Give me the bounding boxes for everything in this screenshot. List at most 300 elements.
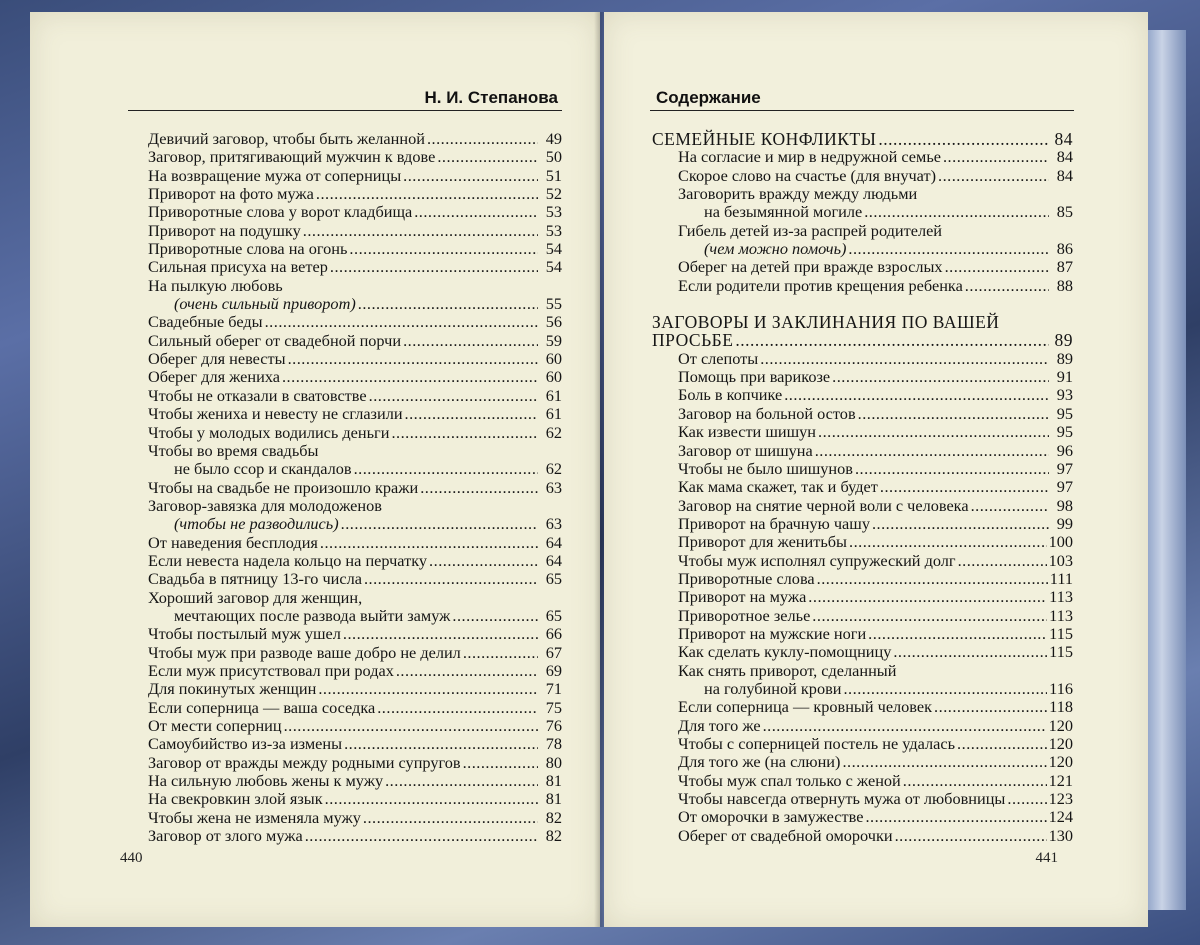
toc-entry-page: 116: [1049, 678, 1073, 698]
toc-entry: [652, 185, 1073, 203]
toc-entry: [148, 534, 562, 552]
toc-entry: [652, 258, 1073, 276]
toc-entry-title: Чтобы муж исполнял супружеский долг: [678, 550, 956, 570]
toc-entry-page: 115: [1049, 642, 1073, 662]
toc-entry-title: (очень сильный приворот): [174, 294, 356, 314]
toc-entry: [148, 790, 562, 808]
toc-entry-title: Чтобы не отказали в сватовстве: [148, 385, 367, 405]
toc-entry-title: От оморочки в замужестве: [678, 807, 864, 827]
toc-entry-page: 80: [545, 752, 562, 772]
toc-entry: [148, 368, 562, 386]
toc-entry-title: Заговор от злого мужа: [148, 826, 303, 846]
toc-entry: [148, 148, 562, 166]
toc-entry: [652, 350, 1073, 368]
toc-entry-page: 86: [1056, 239, 1073, 259]
toc-entry-title: Чтобы жениха и невесту не сглазили: [148, 404, 403, 424]
toc-entry: [148, 258, 562, 276]
toc-entry-title: Для покинутых женщин: [148, 679, 317, 699]
toc-entry-title: От слепоты: [678, 348, 759, 368]
toc-entry-page: 98: [1056, 495, 1073, 515]
toc-leader-dots: [391, 424, 538, 442]
toc-entry: [148, 460, 562, 478]
toc-entry: [148, 497, 562, 515]
left-page: [30, 12, 600, 927]
toc-entry-title: Чтобы у молодых водились деньги: [148, 422, 390, 442]
toc-entry-page: 60: [545, 367, 562, 387]
toc-entry: [652, 460, 1073, 478]
toc-entry-page: 50: [545, 147, 562, 167]
toc-entry-page: 120: [1048, 752, 1073, 772]
toc-leader-dots: [872, 515, 1049, 533]
toc-entry-page: 81: [545, 789, 562, 809]
toc-entry-title: Чтобы муж спал только с женой: [678, 770, 901, 790]
toc-entry: [148, 295, 562, 313]
toc-entry: [652, 222, 1073, 240]
running-head-author: Н. И. Степанова: [424, 88, 558, 107]
toc-entry: [148, 772, 562, 790]
toc-entry: [652, 827, 1073, 845]
toc-entry-page: 111: [1049, 568, 1073, 588]
toc-leader-dots: [316, 185, 538, 203]
toc-entry-title: Оберег для невесты: [148, 349, 286, 369]
page-number: 441: [1035, 850, 1058, 866]
toc-leader-dots: [895, 827, 1047, 845]
toc-entry-title: Если невеста надела кольцо на перчатку: [148, 550, 428, 570]
toc-leader-dots: [865, 808, 1046, 826]
toc-leader-dots: [903, 772, 1047, 790]
toc-entry-page: 100: [1048, 532, 1073, 552]
toc-entry-title: ПРОСЬБЕ: [652, 330, 734, 351]
running-head-contents: Содержание: [656, 88, 761, 107]
toc-entry: [148, 515, 562, 533]
toc-entry-page: 123: [1048, 789, 1073, 809]
toc-entry-page: 54: [545, 257, 562, 277]
toc-entry: [148, 479, 562, 497]
toc-entry: [148, 754, 562, 772]
toc-entry-title: От наведения бесплодия: [148, 532, 318, 552]
section-gap: [652, 295, 1073, 313]
toc-entry-page: 63: [545, 514, 562, 534]
toc-entry-page: 87: [1056, 257, 1073, 277]
toc-entry-page: 65: [545, 605, 562, 625]
toc-leader-dots: [971, 497, 1049, 515]
toc-entry: [652, 552, 1073, 570]
toc-entry-page: 54: [545, 239, 562, 259]
toc-entry: [652, 790, 1073, 808]
header-rule: [650, 110, 1074, 111]
toc-leader-dots: [958, 552, 1047, 570]
toc-entry-page: 91: [1056, 367, 1073, 387]
toc-entry-page: 89: [1056, 348, 1073, 368]
toc-entry-page: 62: [545, 459, 562, 479]
toc-leader-dots: [878, 130, 1049, 148]
toc-entry-page: 120: [1048, 734, 1073, 753]
toc-entry-page: 81: [545, 771, 562, 791]
toc-entry: [148, 735, 562, 753]
toc-leader-dots: [849, 533, 1047, 551]
toc-entry-title: Приворотные слова: [678, 568, 815, 588]
toc-leader-dots: [858, 405, 1049, 423]
toc-entry: [148, 203, 562, 221]
toc-entry-page: 103: [1048, 550, 1073, 570]
toc-entry-title: На возвращение мужа от соперницы: [148, 165, 402, 185]
toc-leader-dots: [305, 827, 538, 845]
toc-leader-dots: [957, 735, 1047, 753]
toc-entry: [148, 680, 562, 698]
toc-entry-title: Заговор от шишуна: [678, 440, 813, 460]
toc-entry: [652, 478, 1073, 496]
toc-entry-page: 84: [1056, 147, 1073, 167]
toc-entry: [148, 222, 562, 240]
toc-leader-dots: [341, 515, 538, 533]
toc-entry: [148, 277, 562, 295]
toc-entry-page: 88: [1056, 275, 1073, 295]
toc-entry-title: Сильная присуха на ветер: [148, 257, 328, 277]
toc-entry-page: 120: [1048, 715, 1073, 735]
toc-list: [148, 130, 562, 845]
toc-entry-title: Сильный оберег от свадебной порчи: [148, 330, 402, 350]
toc-entry: [652, 203, 1073, 221]
toc-entry: [652, 148, 1073, 166]
toc-entry-page: 95: [1056, 403, 1073, 423]
toc-entry-title: Приворотные слова на огонь: [148, 239, 348, 259]
toc-entry-title: На согласие и мир в недружной семье: [678, 147, 941, 167]
toc-leader-dots: [369, 387, 538, 405]
toc-entry-page: 113: [1049, 587, 1073, 607]
toc-entry: [148, 589, 562, 607]
toc-entry-title: Заговор от вражды между родными супругов: [148, 752, 461, 772]
toc-entry: [148, 809, 562, 827]
toc-entry: [148, 185, 562, 203]
toc-entry: [652, 772, 1073, 790]
toc-entry: [148, 442, 562, 460]
toc-leader-dots: [452, 607, 538, 625]
toc-entry-page: 67: [545, 642, 562, 662]
toc-leader-dots: [812, 607, 1047, 625]
toc-entry-title: Чтобы на свадьбе не произошло кражи: [148, 477, 419, 497]
toc-leader-dots: [843, 680, 1047, 698]
toc-leader-dots: [818, 423, 1049, 441]
toc-entry-title: На свекровкин злой язык: [148, 789, 323, 809]
toc-entry-page: 62: [545, 422, 562, 442]
toc-entry-page: 82: [545, 826, 562, 846]
toc-entry: [148, 313, 562, 331]
toc-leader-dots: [420, 479, 538, 497]
toc-entry-title: Заговор, притягивающий мужчин к вдове: [148, 147, 436, 167]
toc-leader-dots: [343, 625, 538, 643]
toc-entry-title: Приворот для женитьбы: [678, 532, 847, 552]
toc-entry-page: 118: [1049, 697, 1073, 717]
toc-entry-page: 84: [1054, 129, 1073, 149]
toc-leader-dots: [354, 460, 538, 478]
toc-entry: [148, 130, 562, 148]
toc-entry-page: 89: [1054, 330, 1073, 351]
toc-entry-page: 59: [545, 330, 562, 350]
toc-entry-page: 99: [1056, 513, 1073, 533]
toc-entry-title: Приворот на мужские ноги: [678, 623, 867, 643]
toc-leader-dots: [282, 368, 538, 386]
toc-entry: [652, 680, 1073, 698]
toc-entry-title: СЕМЕЙНЫЕ КОНФЛИКТЫ: [652, 129, 877, 149]
toc-entry-page: 78: [545, 734, 562, 754]
toc-entry-title: Приворот на подушку: [148, 220, 301, 240]
toc-entry-page: 49: [545, 129, 562, 148]
toc-leader-dots: [735, 331, 1049, 349]
toc-entry-title: на безымянной могиле: [704, 202, 863, 222]
toc-entry-page: 96: [1056, 440, 1073, 460]
toc-entry-title: На пылкую любовь: [148, 275, 283, 295]
toc-section-heading: [652, 313, 1073, 331]
toc-entry-title: не было ссор и скандалов: [174, 459, 352, 479]
toc-entry-title: Если соперница — ваша соседка: [148, 697, 376, 717]
toc-entry-page: 69: [545, 660, 562, 680]
toc-leader-dots: [344, 735, 538, 753]
toc-entry-title: (чтобы не разводились): [174, 514, 339, 534]
toc-entry-page: 124: [1048, 807, 1073, 827]
toc-entry-page: 75: [545, 697, 562, 717]
toc-leader-dots: [377, 699, 538, 717]
toc-entry-title: Если муж присутствовал при родах: [148, 660, 394, 680]
toc-entry-title: От мести соперниц: [148, 716, 282, 735]
toc-entry-page: 121: [1048, 770, 1073, 790]
toc-leader-dots: [437, 148, 538, 166]
toc-leader-dots: [265, 313, 538, 331]
toc-entry-title: Если соперница — кровный человек: [678, 697, 933, 717]
toc-leader-dots: [763, 717, 1047, 735]
toc-leader-dots: [429, 552, 538, 570]
toc-entry-title: Заговор-завязка для молодоженов: [148, 495, 382, 515]
toc-entry-page: 84: [1056, 165, 1073, 185]
toc-entry: [148, 387, 562, 405]
toc-entry: [148, 405, 562, 423]
book-cover-edge: [1146, 30, 1186, 910]
toc-entry: [652, 588, 1073, 606]
toc-entry-title: Заговор на снятие черной воли с человека: [678, 495, 969, 515]
toc-entry-title: (чем можно помочь): [704, 239, 847, 259]
toc-entry-title: Как мама скажет, так и будет: [678, 477, 878, 497]
toc-entry-page: 97: [1056, 477, 1073, 497]
toc-entry-title: Как снять приворот, сделанный: [678, 660, 897, 680]
toc-leader-dots: [358, 295, 538, 313]
toc-entry-page: 130: [1048, 825, 1073, 845]
toc-entry-page: 66: [545, 624, 562, 644]
toc-entry-title: Свадьба в пятницу 13-го числа: [148, 569, 362, 589]
toc-entry-title: Чтобы во время свадьбы: [148, 440, 319, 460]
right-page: [604, 12, 1148, 927]
toc-entry-page: 85: [1056, 202, 1073, 222]
toc-entry-title: Самоубийство из-за измены: [148, 734, 343, 754]
toc-leader-dots: [349, 240, 538, 258]
toc-entry-page: 82: [545, 807, 562, 827]
toc-entry-page: 93: [1056, 385, 1073, 405]
toc-entry-page: 63: [545, 477, 562, 497]
toc-entry: [148, 625, 562, 643]
toc-entry: [652, 625, 1073, 643]
toc-entry: [148, 827, 562, 845]
toc-entry-title: На сильную любовь жены к мужу: [148, 771, 384, 791]
toc-leader-dots: [463, 644, 538, 662]
toc-section-heading: [652, 130, 1073, 148]
toc-entry-title: Хороший заговор для женщин,: [148, 587, 363, 607]
toc-entry-title: Как извести шишун: [678, 422, 816, 442]
toc-entry-title: Скорое слово на счастье (для внучат): [678, 165, 936, 185]
toc-list: [652, 130, 1073, 845]
toc-entry: [148, 570, 562, 588]
toc-entry-page: 97: [1056, 458, 1073, 478]
toc-entry: [148, 424, 562, 442]
toc-entry-page: 95: [1056, 422, 1073, 442]
toc-entry-title: Приворотное зелье: [678, 605, 811, 625]
toc-entry-title: Боль в копчике: [678, 385, 783, 405]
toc-entry-page: 55: [545, 294, 562, 314]
page-number: 440: [120, 850, 143, 866]
toc-entry-title: мечтающих после развода выйти замуж: [174, 605, 451, 625]
toc-leader-dots: [855, 460, 1049, 478]
toc-entry: [652, 442, 1073, 460]
header-rule: [128, 110, 562, 111]
toc-entry: [148, 607, 562, 625]
toc-entry: [652, 607, 1073, 625]
toc-entry-title: Помощь при варикозе: [678, 367, 831, 387]
toc-leader-dots: [880, 478, 1049, 496]
toc-leader-dots: [893, 643, 1047, 661]
toc-entry-title: Приворот на мужа: [678, 587, 807, 607]
toc-entry-page: 51: [545, 165, 562, 185]
toc-entry: [148, 167, 562, 185]
toc-leader-dots: [330, 258, 538, 276]
toc-entry-page: 61: [545, 385, 562, 405]
toc-entry: [652, 662, 1073, 680]
toc-entry: [652, 423, 1073, 441]
toc-entry: [148, 699, 562, 717]
toc-entry-title: Как сделать куклу-помощницу: [678, 642, 892, 662]
toc-entry-title: Чтобы постылый муж ушел: [148, 624, 341, 644]
toc-entry: [652, 405, 1073, 423]
toc-leader-dots: [363, 809, 538, 827]
toc-entry: [148, 332, 562, 350]
toc-leader-dots: [364, 570, 538, 588]
toc-entry-title: ЗАГОВОРЫ И ЗАКЛИНАНИЯ ПО ВАШЕЙ: [652, 312, 1000, 333]
toc-entry-title: Если родители против крещения ребенка: [678, 275, 963, 295]
toc-leader-dots: [320, 534, 538, 552]
toc-entry-page: 53: [545, 202, 562, 222]
toc-entry-title: Девичий заговор, чтобы быть желанной: [148, 129, 425, 148]
toc-entry-title: Приворот на фото мужа: [148, 184, 314, 204]
toc-entry: [652, 277, 1073, 295]
toc-leader-dots: [414, 203, 538, 221]
toc-entry-title: Чтобы с соперницей постель не удалась: [678, 734, 956, 753]
toc-entry-page: 65: [545, 569, 562, 589]
toc-leader-dots: [403, 332, 538, 350]
toc-entry-title: Оберег для жениха: [148, 367, 280, 387]
toc-entry-page: 52: [545, 184, 562, 204]
toc-entry-title: Оберег от свадебной оморочки: [678, 825, 893, 845]
toc-leader-dots: [427, 130, 538, 148]
toc-leader-dots: [760, 350, 1049, 368]
toc-entry: [652, 497, 1073, 515]
toc-leader-dots: [405, 405, 538, 423]
toc-entry-page: 113: [1049, 605, 1073, 625]
toc-section-heading: [652, 331, 1073, 349]
toc-entry: [652, 533, 1073, 551]
toc-leader-dots: [934, 698, 1047, 716]
toc-leader-dots: [325, 790, 538, 808]
toc-leader-dots: [868, 625, 1047, 643]
toc-entry-title: на голубиной крови: [704, 678, 842, 698]
toc-leader-dots: [842, 753, 1046, 771]
toc-entry: [652, 698, 1073, 716]
toc-leader-dots: [945, 258, 1049, 276]
toc-entry-title: Приворотные слова у ворот кладбища: [148, 202, 413, 222]
toc-entry: [148, 240, 562, 258]
toc-leader-dots: [385, 772, 538, 790]
toc-entry-title: Для того же (на слюни): [678, 752, 841, 772]
toc-entry: [652, 167, 1073, 185]
toc-leader-dots: [396, 662, 538, 680]
toc-entry: [652, 753, 1073, 771]
toc-entry: [148, 644, 562, 662]
toc-entry: [652, 386, 1073, 404]
toc-leader-dots: [303, 222, 538, 240]
toc-entry-title: Оберег на детей при вражде взрослых: [678, 257, 943, 277]
toc-entry-title: Чтобы навсегда отвернуть мужа от любовницы: [678, 789, 1006, 809]
toc-entry-page: 61: [545, 404, 562, 424]
toc-entry-title: Чтобы жена не изменяла мужу: [148, 807, 361, 827]
toc-leader-dots: [288, 350, 538, 368]
toc-entry-page: 64: [545, 550, 562, 570]
toc-entry-page: 53: [545, 220, 562, 240]
toc-entry-page: 56: [545, 312, 562, 332]
toc-entry-title: Заговорить вражду между людьми: [678, 184, 918, 204]
toc-entry: [148, 350, 562, 368]
toc-entry-page: 71: [545, 679, 562, 699]
toc-leader-dots: [284, 717, 538, 735]
toc-entry-title: Чтобы не было шишунов: [678, 458, 853, 478]
toc-entry-title: Приворот на брачную чашу: [678, 513, 870, 533]
toc-entry: [652, 570, 1073, 588]
toc-entry-page: 60: [545, 349, 562, 369]
toc-entry-page: 76: [545, 716, 562, 735]
toc-entry-title: Свадебные беды: [148, 312, 263, 332]
toc-entry-page: 64: [545, 532, 562, 552]
toc-leader-dots: [403, 167, 538, 185]
toc-entry-title: Для того же: [678, 715, 761, 735]
toc-entry-title: Гибель детей из-за распрей родителей: [678, 220, 943, 240]
toc-entry: [652, 368, 1073, 386]
toc-entry: [652, 735, 1073, 753]
toc-entry: [652, 717, 1073, 735]
toc-leader-dots: [965, 277, 1049, 295]
toc-leader-dots: [817, 570, 1048, 588]
toc-entry: [652, 643, 1073, 661]
toc-entry: [148, 552, 562, 570]
toc-entry: [652, 240, 1073, 258]
toc-leader-dots: [943, 148, 1049, 166]
toc-leader-dots: [864, 203, 1049, 221]
toc-leader-dots: [1007, 790, 1046, 808]
toc-leader-dots: [848, 240, 1049, 258]
toc-leader-dots: [808, 588, 1047, 606]
toc-leader-dots: [784, 386, 1049, 404]
toc-leader-dots: [832, 368, 1049, 386]
toc-entry: [652, 808, 1073, 826]
toc-leader-dots: [815, 442, 1049, 460]
toc-entry: [148, 662, 562, 680]
toc-entry-title: Чтобы муж при разводе ваше добро не делил: [148, 642, 461, 662]
toc-entry-title: Заговор на больной остов: [678, 403, 856, 423]
toc-leader-dots: [463, 754, 538, 772]
toc-leader-dots: [318, 680, 538, 698]
